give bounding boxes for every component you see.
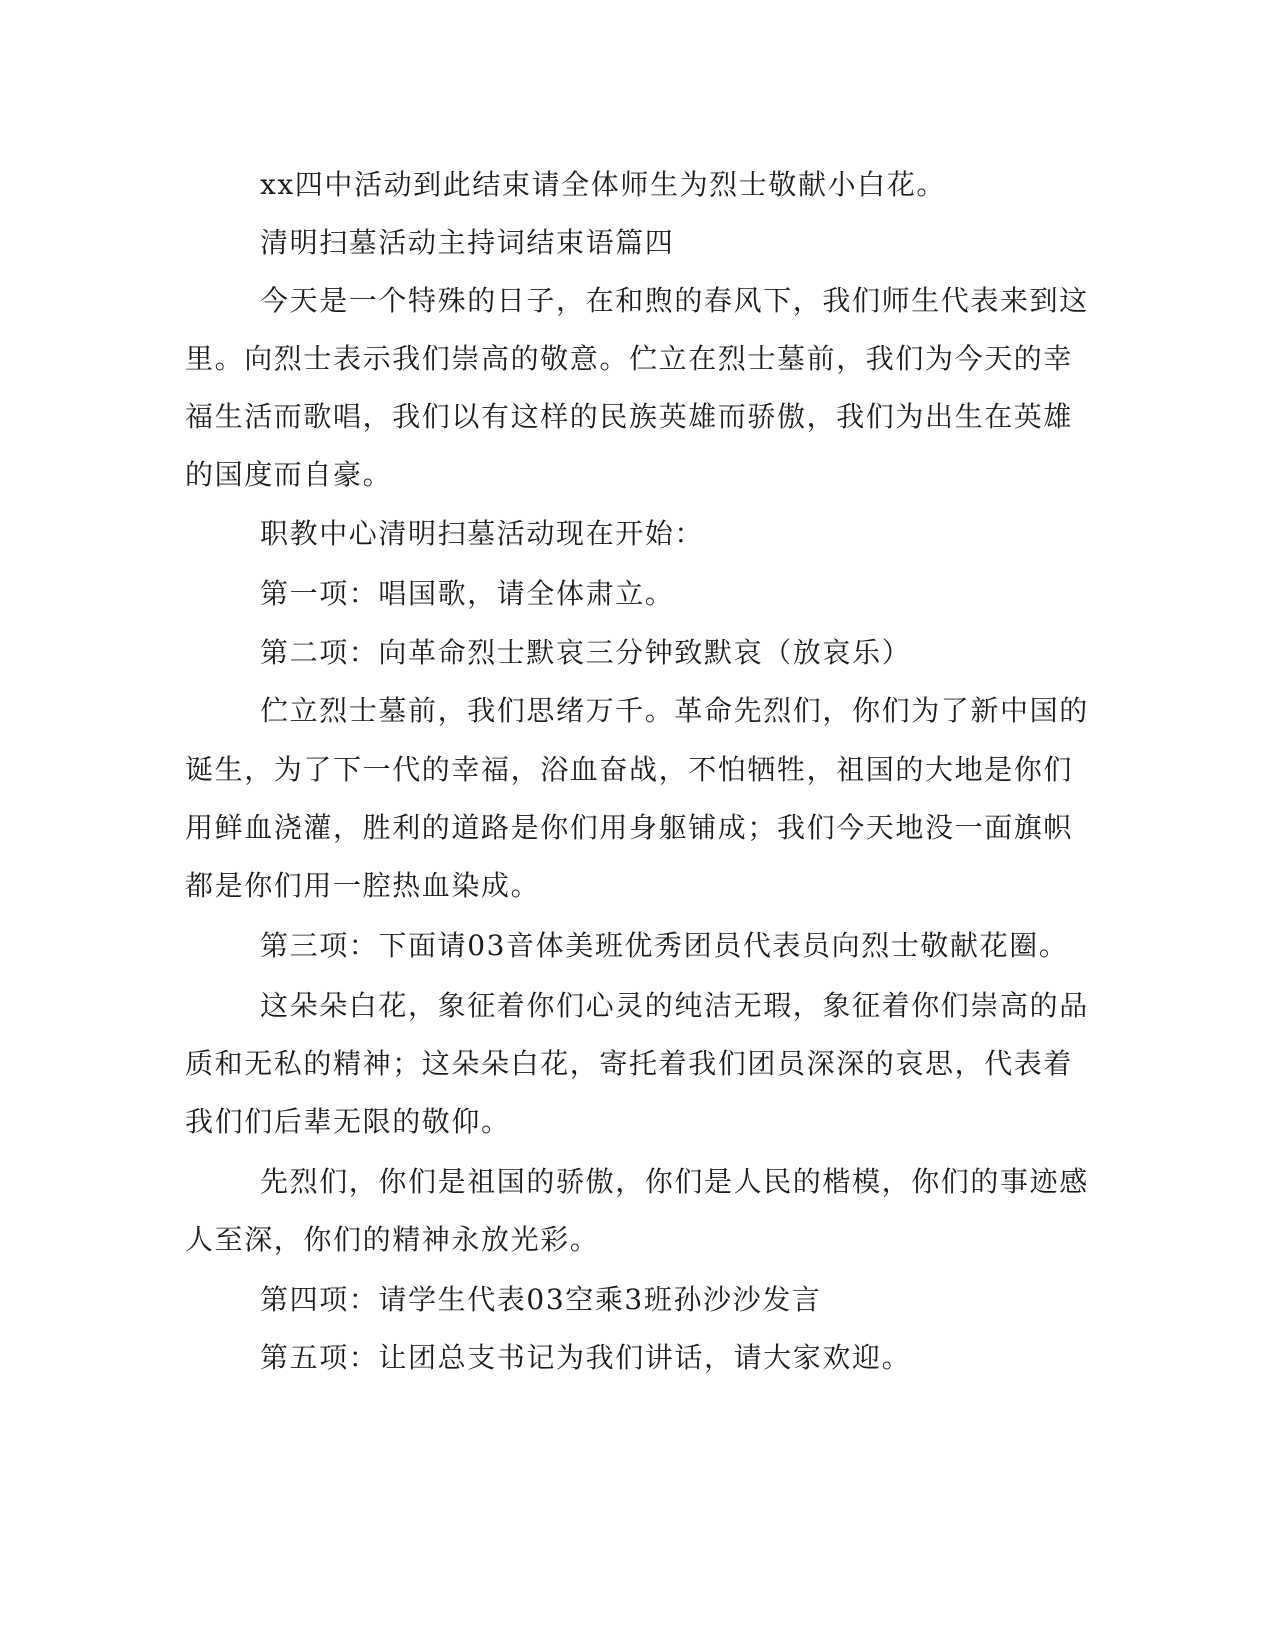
- paragraph-line: 里。向烈士表示我们崇高的敬意。伫立在烈士墓前，我们为今天的幸: [185, 342, 1074, 375]
- paragraph-line: 第一项：唱国歌，请全体肃立。: [260, 577, 675, 610]
- paragraph-line: 第二项：向革命烈士默哀三分钟致默哀（放哀乐）: [260, 636, 912, 669]
- paragraph-line: 伫立烈士墓前，我们思绪万千。革命先烈们，你们为了新中国的: [260, 694, 1089, 727]
- paragraph-line: 诞生，为了下一代的幸福，浴血奋战，不怕牺牲，祖国的大地是你们: [185, 753, 1074, 786]
- paragraph-line: 职教中心清明扫墓活动现在开始：: [260, 517, 705, 550]
- paragraph-line: 第四项：请学生代表03空乘3班孙沙沙发言: [260, 1283, 822, 1316]
- paragraph-line: 福生活而歌唱，我们以有这样的民族英雄而骄傲，我们为出生在英雄: [185, 400, 1074, 433]
- paragraph-line: 质和无私的精神；这朵朵白花，寄托着我们团员深深的哀思，代表着: [185, 1047, 1074, 1080]
- paragraph-line: 都是你们用一腔热血染成。: [185, 869, 541, 902]
- paragraph-line: 第三项：下面请03音体美班优秀团员代表员向烈士敬献花圈。: [260, 929, 1069, 962]
- paragraph-line: 这朵朵白花，象征着你们心灵的纯洁无瑕，象征着你们崇高的品: [260, 989, 1089, 1022]
- paragraph-line: 我们们后辈无限的敬仰。: [185, 1105, 511, 1138]
- paragraph-line: 先烈们，你们是祖国的骄傲，你们是人民的楷模，你们的事迹感: [260, 1165, 1089, 1198]
- paragraph-line: 今天是一个特殊的日子，在和煦的春风下，我们师生代表来到这: [260, 284, 1089, 317]
- paragraph-line: 的国度而自豪。: [185, 458, 393, 491]
- paragraph-line: 第五项：让团总支书记为我们讲话，请大家欢迎。: [260, 1341, 912, 1374]
- paragraph-line: 用鲜血浇灌，胜利的道路是你们用身躯铺成；我们今天地没一面旗帜: [185, 811, 1074, 844]
- paragraph-line: xx四中活动到此结束请全体师生为烈士敬献小白花。: [260, 168, 946, 201]
- section-heading: 清明扫墓活动主持词结束语篇四: [260, 226, 675, 259]
- paragraph-line: 人至深，你们的精神永放光彩。: [185, 1223, 600, 1256]
